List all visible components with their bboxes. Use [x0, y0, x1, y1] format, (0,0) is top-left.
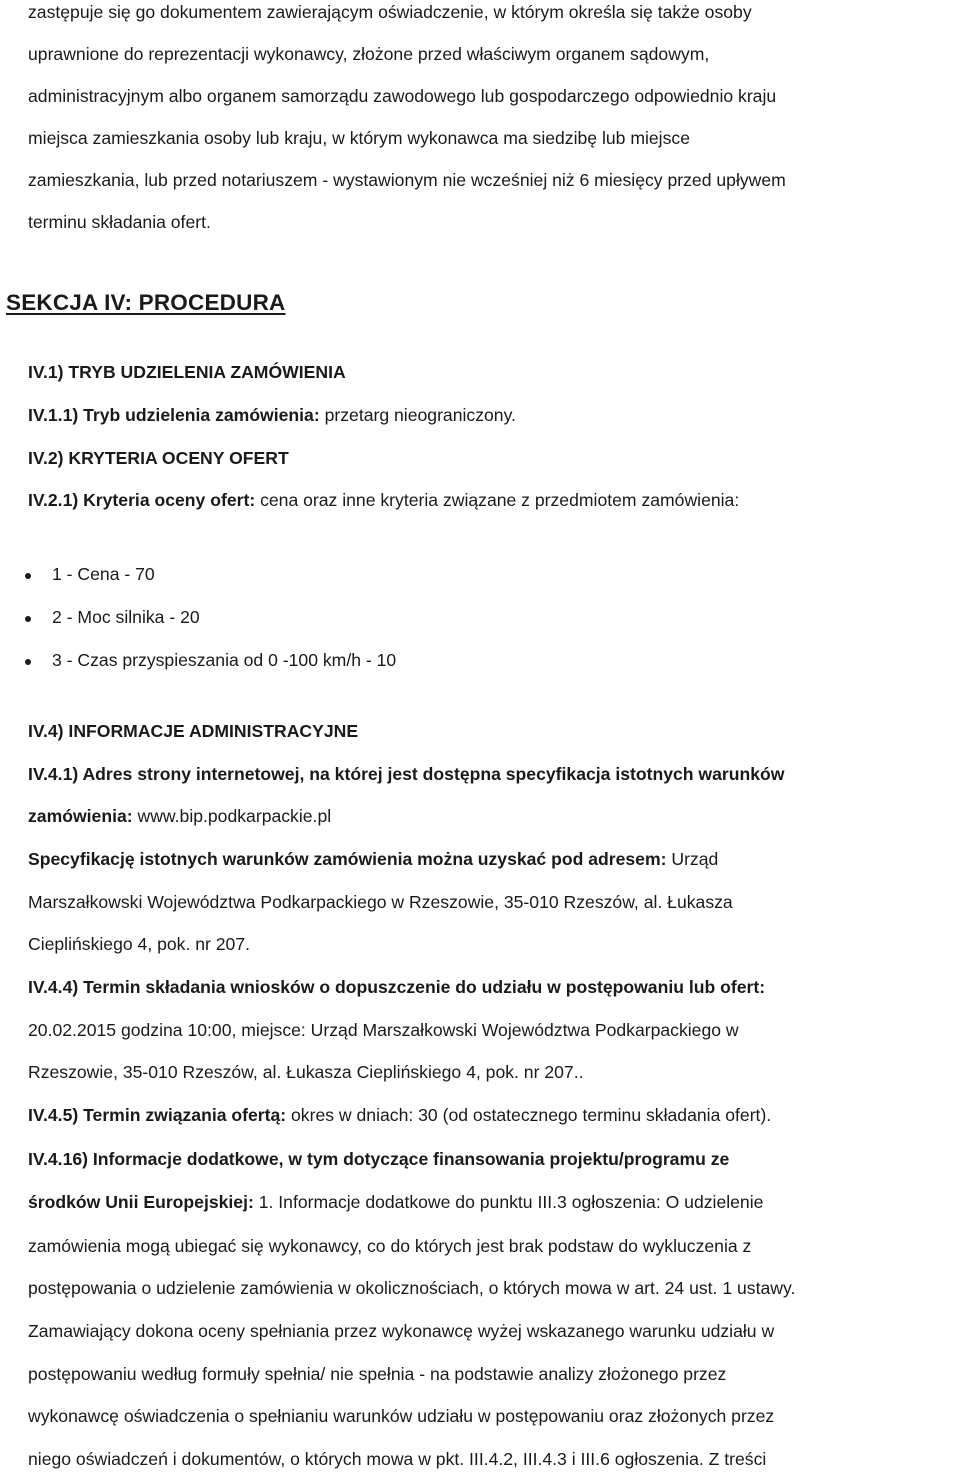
paragraph-line: terminu składania ofert. [28, 212, 211, 232]
iv2-1-label: IV.2.1) Kryteria oceny ofert: [28, 490, 256, 510]
iv4-16-line2 [28, 1192, 763, 1212]
iv4-1-url: www.bip.podkarpackie.pl [132, 806, 332, 826]
criteria-item: 2 - Moc silnika - 20 [52, 607, 200, 627]
iv4-4-label: IV.4.4) Termin składania wniosków o dopuszczenie do udziału w postępowaniu lub ofert: [28, 977, 766, 997]
paragraph-line: zamieszkania, lub przed notariuszem - wystawionym nie wcześniej niż 6 miesięcy przed upływem [28, 170, 786, 190]
iv2-1-item [28, 490, 739, 510]
iv4-4-value-line2: Rzeszowie, 35-010 Rzeszów, al. Łukasza Cieplińskiego 4, pok. nr 207.. [28, 1062, 584, 1082]
paragraph-line: postępowaniu według formuły spełnia/ nie spełnia - na podstawie analizy złożonego przez [28, 1364, 727, 1384]
iv4-heading: IV.4) INFORMACJE ADMINISTRACYJNE [28, 721, 359, 741]
iv1-1-label: IV.1.1) Tryb udzielenia zamówienia: [28, 405, 320, 425]
criteria-item: 1 - Cena - 70 [52, 564, 155, 584]
spec-value: Urząd [666, 849, 719, 869]
bullet-icon [25, 659, 31, 665]
paragraph-line: zastępuje się go dokumentem zawierającym oświadczenie, w którym określa się także osoby [28, 2, 752, 22]
iv4-5-value: okres w dniach: 30 (od ostatecznego terminu składania ofert). [286, 1105, 772, 1125]
spec-line3: Cieplińskiego 4, pok. nr 207. [28, 934, 251, 954]
iv1-1-item [28, 405, 516, 425]
iv2-1-value: cena oraz inne kryteria związane z przedmiotem zamówienia: [255, 490, 740, 510]
iv4-1-line2 [28, 806, 331, 826]
iv4-16-line1: IV.4.16) Informacje dodatkowe, w tym dotyczące finansowania projektu/programu ze [28, 1149, 730, 1169]
paragraph-line: zamówienia mogą ubiegać się wykonawcy, co do których jest brak podstaw do wykluczenia z [28, 1236, 752, 1256]
iv4-16-label: środków Unii Europejskiej: [28, 1192, 254, 1212]
iv4-1-line1: IV.4.1) Adres strony internetowej, na której jest dostępna specyfikacja istotnych warunków [28, 764, 785, 784]
iv1-heading: IV.1) TRYB UDZIELENIA ZAMÓWIENIA [28, 362, 346, 382]
paragraph-line: administracyjnym albo organem samorządu zawodowego lub gospodarczego odpowiednio kraju [28, 86, 777, 106]
section-title: SEKCJA IV: PROCEDURA [6, 290, 286, 315]
iv4-16-value: 1. Informacje dodatkowe do punktu III.3 ogłoszenia: O udzielenie [253, 1192, 764, 1212]
iv4-5-label: IV.4.5) Termin związania ofertą: [28, 1105, 287, 1125]
iv1-1-value: przetarg nieograniczony. [319, 405, 516, 425]
paragraph-line: uprawnione do reprezentacji wykonawcy, złożone przed właściwym organem sądowym, [28, 44, 710, 64]
paragraph-line: miejsca zamieszkania osoby lub kraju, w którym wykonawca ma siedzibę lub miejsce [28, 128, 690, 148]
spec-line1 [28, 849, 718, 869]
bullet-icon [25, 616, 31, 622]
iv4-1-label: zamówienia: [28, 806, 133, 826]
spec-label: Specyfikację istotnych warunków zamówienia można uzyskać pod adresem: [28, 849, 667, 869]
bullet-icon [25, 573, 31, 579]
paragraph-line: niego oświadczeń i dokumentów, o których mowa w pkt. III.4.2, III.4.3 i III.6 ogłoszenia. Z treści [28, 1449, 767, 1469]
spec-line2: Marszałkowski Województwa Podkarpackiego w Rzeszowie, 35-010 Rzeszów, al. Łukasza [28, 892, 733, 912]
paragraph-line: Zamawiający dokona oceny spełniania przez wykonawcę wyżej wskazanego warunku udziału w [28, 1321, 775, 1341]
iv2-heading: IV.2) KRYTERIA OCENY OFERT [28, 448, 289, 468]
paragraph-line: wykonawcę oświadczenia o spełnianiu warunków udziału w postępowaniu oraz złożonych przez [28, 1406, 775, 1426]
iv4-4-value-line1: 20.02.2015 godzina 10:00, miejsce: Urząd Marszałkowski Województwa Podkarpackiego w [28, 1020, 739, 1040]
criteria-item: 3 - Czas przyspieszania od 0 -100 km/h - 10 [52, 650, 397, 670]
paragraph-line: postępowania o udzielenie zamówienia w okolicznościach, o których mowa w art. 24 ust. 1 ustawy. [28, 1278, 796, 1298]
iv4-5-item [28, 1105, 771, 1125]
